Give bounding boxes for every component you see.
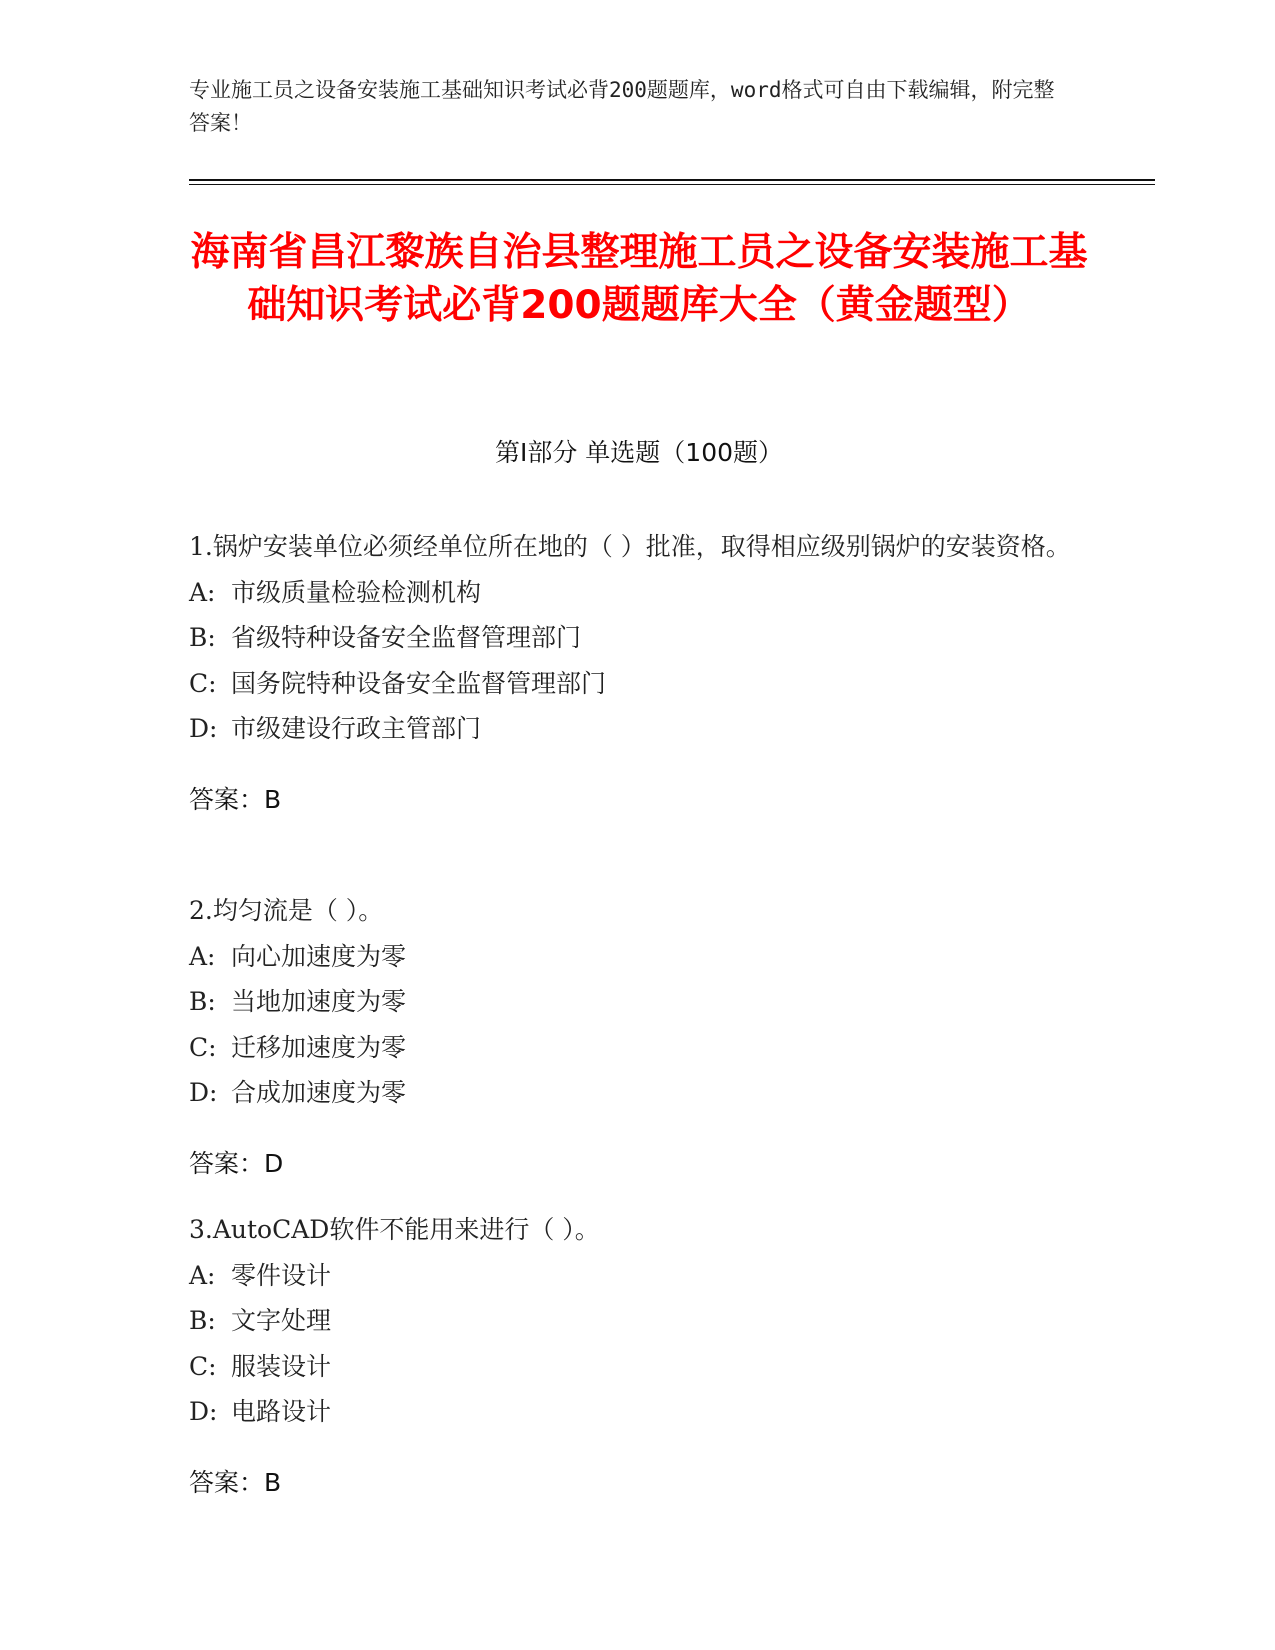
option-text: 服装设计	[231, 1351, 332, 1381]
option-letter: B:	[189, 1306, 216, 1335]
answer-line: 答案：B	[189, 1467, 282, 1497]
option-a	[189, 934, 1089, 980]
option-text: 电路设计	[231, 1397, 332, 1426]
option-letter: D:	[189, 1078, 218, 1107]
option-letter: A:	[189, 577, 216, 607]
option-text: 当地加速度为零	[231, 987, 407, 1016]
option-text: 迁移加速度为零	[231, 1032, 407, 1062]
option-letter: D:	[189, 1397, 218, 1426]
option-c	[189, 661, 1089, 707]
option-letter: C:	[189, 1351, 217, 1381]
answer-line: 答案：D	[189, 1148, 284, 1178]
option-b	[189, 979, 1089, 1025]
option-letter: C:	[189, 1032, 217, 1062]
option-text: 省级特种设备安全监督管理部门	[231, 623, 582, 652]
option-d	[189, 1070, 1089, 1116]
question-2	[189, 888, 1089, 1211]
option-text: 合成加速度为零	[231, 1078, 407, 1107]
option-text: 零件设计	[231, 1260, 332, 1290]
section-heading: 第I部分 单选题（100题）	[494, 438, 784, 467]
question-stem: 1.锅炉安装单位必须经单位所在地的（ ）批准，取得相应级别锅炉的安装资格。	[189, 532, 1071, 561]
option-letter: A:	[189, 1260, 216, 1290]
option-text: 市级质量检验检测机构	[231, 577, 482, 607]
option-a	[189, 1253, 1089, 1299]
option-b	[189, 1298, 1089, 1344]
option-letter: D:	[189, 714, 218, 743]
document-title: 海南省昌江黎族自治县整理施工员之设备安装施工基础知识考试必背200题题库大全（黄金题型）	[190, 230, 1088, 328]
option-a	[189, 570, 1089, 616]
option-c	[189, 1025, 1089, 1071]
option-letter: C:	[189, 668, 217, 698]
answer-line: 答案：B	[189, 784, 282, 814]
header-rule-thick	[189, 179, 1155, 181]
header-rule-thin	[189, 184, 1155, 185]
option-d	[189, 1389, 1089, 1435]
option-text: 向心加速度为零	[231, 941, 407, 971]
question-3	[189, 1207, 1089, 1530]
option-letter: B:	[189, 623, 216, 652]
option-c	[189, 1344, 1089, 1390]
question-stem: 3.AutoCAD软件不能用来进行（ ）。	[189, 1215, 600, 1244]
option-d	[189, 706, 1089, 752]
option-letter: A:	[189, 941, 216, 971]
option-text: 国务院特种设备安全监督管理部门	[231, 668, 607, 698]
option-text: 市级建设行政主管部门	[231, 714, 482, 743]
header-note: 专业施工员之设备安装施工基础知识考试必背200题题库，word格式可自由下载编辑，附完整答案！	[189, 78, 1055, 135]
option-letter: B:	[189, 987, 216, 1016]
question-stem: 2.均匀流是（ ）。	[189, 896, 384, 925]
question-1	[189, 524, 1089, 847]
option-text: 文字处理	[231, 1306, 332, 1335]
option-b	[189, 615, 1089, 661]
